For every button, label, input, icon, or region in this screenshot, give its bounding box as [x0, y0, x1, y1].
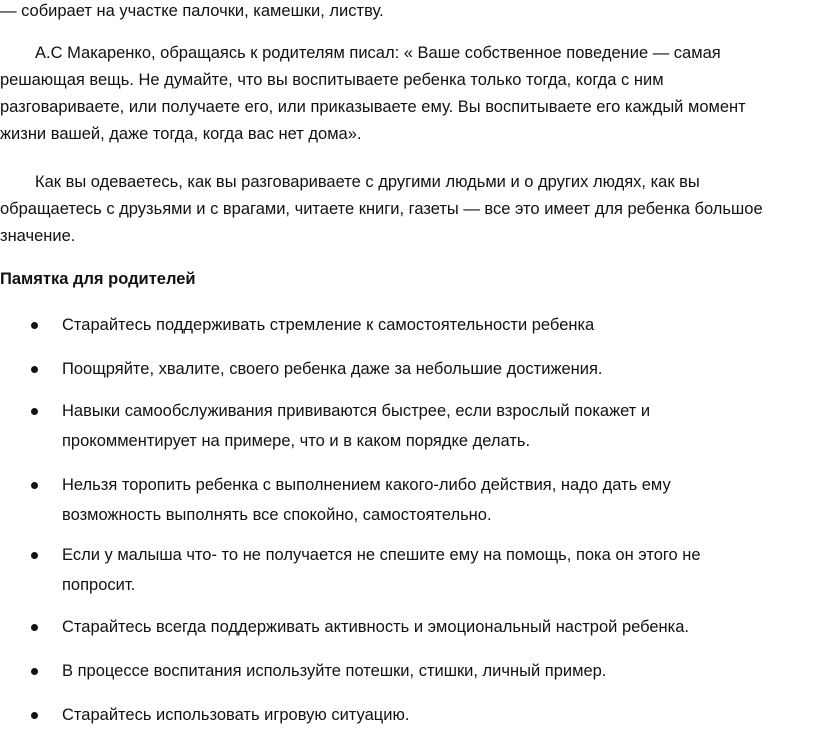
paragraph-intro — [0, 0, 800, 25]
text-line: Как вы одеваетесь, как вы разговариваете с другими людьми и о других людях, как вы — [35, 173, 700, 191]
text-line: значение. — [0, 227, 76, 245]
list-item-text: Старайтесь поддерживать стремление к самостоятельности ребенка — [62, 316, 595, 334]
list-item-text: Нельзя торопить ребенка с выполнением какого-либо действия, надо дать ему возможность выполнять все спокойно, самостоятельно. — [62, 476, 671, 524]
list-item-text: Поощряйте, хвалите, своего ребенка даже за небольшие достижения. — [62, 360, 603, 378]
text-line: А.С Макаренко, обращаясь к родителям писал: « Ваше собственное поведение — самая — [35, 44, 721, 62]
section-heading: Памятка для родителей — [0, 270, 196, 288]
paragraph-makarenko-quote — [0, 40, 800, 148]
bullet-icon — [31, 408, 38, 415]
text-line: жизни вашей, даже тогда, когда вас нет дома». — [0, 125, 362, 143]
list-item-text: Старайтесь всегда поддерживать активность и эмоциональный настрой ребенка. — [62, 618, 690, 636]
text-line: разговариваете, или получаете его, или приказываете ему. Вы воспитываете его каждый момент — [0, 98, 746, 116]
paragraph-behavior — [0, 169, 800, 250]
list-item-text: Если у малыша что- то не получается не спешите ему на помощь, пока он этого не попросит. — [62, 546, 701, 594]
list-item-text: Навыки самообслуживания прививаются быстрее, если взрослый покажет и прокомментирует на примере, что и в каком порядке делать. — [62, 402, 651, 450]
text-line: — собирает на участке палочки, камешки, листву. — [0, 2, 384, 20]
bullet-icon — [31, 624, 38, 631]
text-line: решающая вещь. Не думайте, что вы воспитываете ребенка только тогда, когда с ним — [0, 71, 664, 89]
bullet-icon — [31, 322, 38, 329]
bullet-icon — [31, 366, 38, 373]
list-item-text: Старайтесь использовать игровую ситуацию. — [62, 706, 410, 724]
bullet-icon — [31, 712, 38, 719]
bullet-icon — [31, 552, 38, 559]
bullet-icon — [31, 668, 38, 675]
list-item-text: В процессе воспитания используйте потешки, стишки, личный пример. — [62, 662, 607, 680]
bullet-icon — [31, 482, 38, 489]
text-line: обращаетесь с друзьями и с врагами, читаете книги, газеты — все это имеет для ребенка большое — [0, 200, 763, 218]
